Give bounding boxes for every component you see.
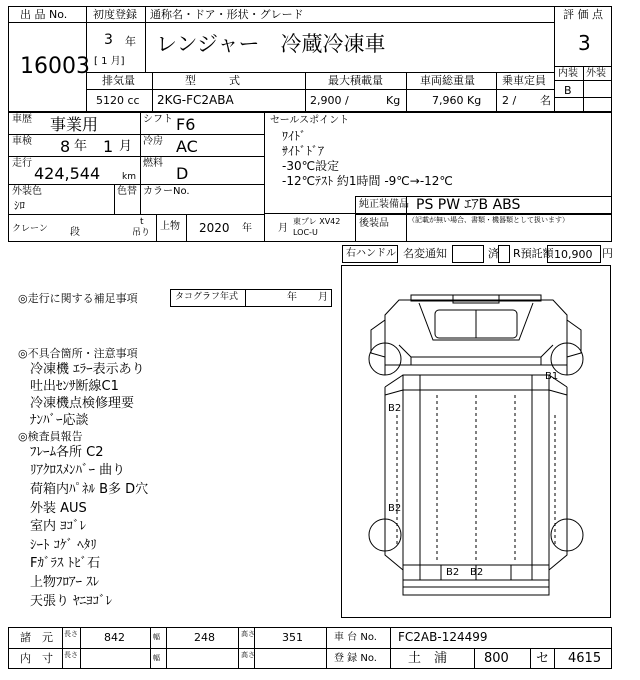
sales-point-line: -30℃設定	[282, 159, 340, 173]
width-value: 248	[194, 631, 215, 644]
damage-mark: B2	[470, 567, 484, 578]
first-registration-label: 初度登録	[93, 8, 137, 21]
recycle-box	[498, 245, 510, 263]
yen-unit: 円	[602, 247, 613, 260]
year-unit: 年	[125, 35, 136, 48]
model-type: 2KG-FC2ABA	[157, 93, 234, 107]
gross-weight-value: 7,960 Kg	[432, 94, 482, 107]
fuel-label: 燃料	[143, 158, 163, 169]
damage-mark: B2	[388, 403, 402, 414]
history-label: 車歴	[12, 114, 32, 125]
damage-mark: B2	[446, 567, 460, 578]
length-label: 長さ	[64, 630, 78, 638]
first-registration-year: 3	[104, 32, 113, 48]
inspection-month-unit: 月	[119, 139, 133, 154]
sales-points-label: セールスポイント	[270, 115, 350, 126]
upper-body-year-unit: 年	[242, 223, 252, 234]
registration-kana: セ	[536, 651, 550, 666]
ac-label: 冷房	[143, 136, 163, 147]
driving-notes-label: ◎走行に関する補足事項	[18, 292, 138, 305]
aftermarket-note: （記載が無い場合、書類・機器類として扱います）	[408, 216, 569, 224]
capacity-unit: 名	[540, 94, 551, 107]
defect-line: 冷凍機 ｴﾗｰ表示あり	[30, 362, 145, 377]
tachograph-month-unit: 月	[318, 292, 328, 303]
interior-grade: B	[564, 84, 572, 97]
tachograph-year-unit: 年	[287, 292, 297, 303]
color-number-label: カラーNo.	[143, 186, 190, 197]
mileage-value: 424,544	[34, 164, 101, 183]
upper-maker-line1: 東プレ XV42	[293, 217, 341, 226]
exterior-color-label: 外装色	[12, 186, 42, 197]
upper-body-month-unit: 月	[278, 223, 288, 234]
upper-maker-line2: LOC-U	[293, 228, 318, 237]
defect-line: ﾅﾝﾊﾞｰ応談	[30, 413, 89, 428]
score-label: 評 価 点	[563, 8, 603, 21]
inspector-line: ｼｰﾄ ｺｹﾞ ﾍﾀﾘ	[30, 538, 97, 553]
capacity-value: 2 /	[502, 94, 517, 107]
displacement-label: 排気量	[102, 74, 135, 87]
crane-ton-unit: t	[140, 217, 144, 227]
dimensions-label: 諸 元	[20, 631, 53, 644]
crane-label: クレーン	[12, 224, 48, 234]
score-value: 3	[578, 31, 591, 55]
upper-body-year: 2020	[199, 221, 230, 235]
capacity-label: 乗車定員	[502, 74, 546, 87]
genuine-equipment-label: 純正装備品	[359, 199, 409, 210]
max-load-value: 2,900 /	[310, 94, 349, 107]
inspector-line: ﾘｱｸﾛｽﾒﾝﾊﾞｰ 曲り	[30, 463, 126, 478]
registration-number: 4615	[568, 651, 602, 666]
sales-point-line: ｻｲﾄﾞﾄﾞｱ	[282, 144, 325, 158]
recycle-done-label: 済	[488, 247, 499, 260]
width-label: 幅	[153, 633, 160, 641]
exterior-grade-label: 外装	[586, 68, 606, 79]
sales-point-line: -12℃ﾃｽﾄ 約1時間 -9℃→-12℃	[282, 174, 453, 188]
ac-value: AC	[176, 137, 198, 156]
chassis-label: 車 台 No.	[334, 632, 377, 643]
damage-mark: B2	[388, 503, 402, 514]
inspector-line: Fｶﾞﾗｽ ﾄﾋﾞ石	[30, 556, 101, 571]
name-change-label: 名変通知	[403, 247, 447, 260]
inspection-year-unit: 年	[74, 139, 88, 154]
model-label: 通称名・ドア・形状・グレード	[150, 8, 304, 21]
type-label: 型 式	[185, 74, 240, 87]
tachograph-label: タコグラフ年式	[175, 292, 239, 302]
defect-line: 吐出ｾﾝｻ断線C1	[30, 379, 119, 394]
rhd-label: 右ハンドル	[346, 248, 396, 259]
registration-label: 登 録 No.	[334, 653, 377, 664]
upper-body-label: 上物	[160, 221, 180, 232]
registration-class: 800	[484, 651, 509, 666]
height-value: 351	[282, 631, 303, 644]
chassis-number: FC2AB-124499	[398, 630, 488, 644]
lot-label: 出 品 No.	[20, 8, 68, 21]
color-change-label: 色替	[117, 186, 137, 197]
registration-area: 土 浦	[408, 651, 448, 666]
lot-number: 16003	[20, 54, 90, 79]
first-registration-month: [ 1 月]	[94, 56, 125, 67]
sales-point-line: ﾜｲﾄﾞ	[282, 129, 307, 143]
history-value: 事業用	[50, 115, 99, 134]
interior-grade-label: 内装	[558, 68, 578, 79]
max-load-unit: Kg	[386, 94, 401, 107]
gross-weight-label: 車両総重量	[420, 74, 475, 87]
name-change-box	[452, 245, 484, 263]
inspector-line: 外装 AUS	[30, 501, 87, 516]
damage-mark: B1	[545, 371, 559, 382]
inspector-line: 室内 ﾖｺﾞﾚ	[30, 519, 87, 534]
inspector-header: ◎検査員報告	[18, 430, 83, 443]
inspector-line: 天張り ﾔﾆﾖｺﾞﾚ	[30, 594, 113, 609]
height-label: 高さ	[241, 630, 255, 638]
crane-hang-unit: 吊り	[132, 228, 151, 238]
rhd-box	[342, 245, 398, 263]
inspector-line: 荷箱内ﾊﾟﾈﾙ B多 D穴	[30, 482, 149, 497]
max-load-label: 最大積載量	[328, 74, 383, 87]
fuel-value: D	[176, 164, 189, 183]
inspection-month: 1	[103, 137, 114, 156]
recycle-deposit-label: R預託額	[513, 247, 554, 260]
exterior-color-value: ｼﾛ	[14, 199, 25, 212]
defects-header: ◎不具合箇所・注意事項	[18, 347, 138, 360]
mileage-unit: km	[122, 172, 136, 182]
defect-line: 冷凍機点検修理要	[30, 396, 135, 411]
length-value: 842	[104, 631, 125, 644]
in-width-label: 幅	[153, 654, 160, 662]
aftermarket-label: 後装品	[359, 218, 389, 229]
shift-value: F6	[176, 115, 196, 134]
inspector-line: ﾌﾚｰﾑ各所 C2	[30, 445, 104, 460]
inspection-label: 車検	[12, 136, 32, 147]
interior-dims-label: 内 寸	[20, 652, 53, 665]
in-height-label: 高さ	[241, 651, 255, 659]
displacement-value: 5120 cc	[96, 94, 140, 107]
model-name: レンジャー 冷蔵冷凍車	[156, 32, 386, 56]
genuine-equipment-items: PS PW ｴｱB ABS	[416, 197, 521, 213]
in-length-label: 長さ	[64, 651, 78, 659]
recycle-amount: 10,900	[554, 248, 593, 261]
truck-diagram	[341, 265, 611, 618]
crane-stage-unit: 段	[70, 227, 80, 238]
inspection-year: 8	[60, 137, 71, 156]
inspector-line: 上物ﾌﾛｱｰ ｽﾚ	[30, 575, 100, 590]
recycle-amount-box	[547, 245, 601, 263]
shift-label: シフト	[143, 114, 173, 125]
mileage-label: 走行	[12, 158, 32, 169]
